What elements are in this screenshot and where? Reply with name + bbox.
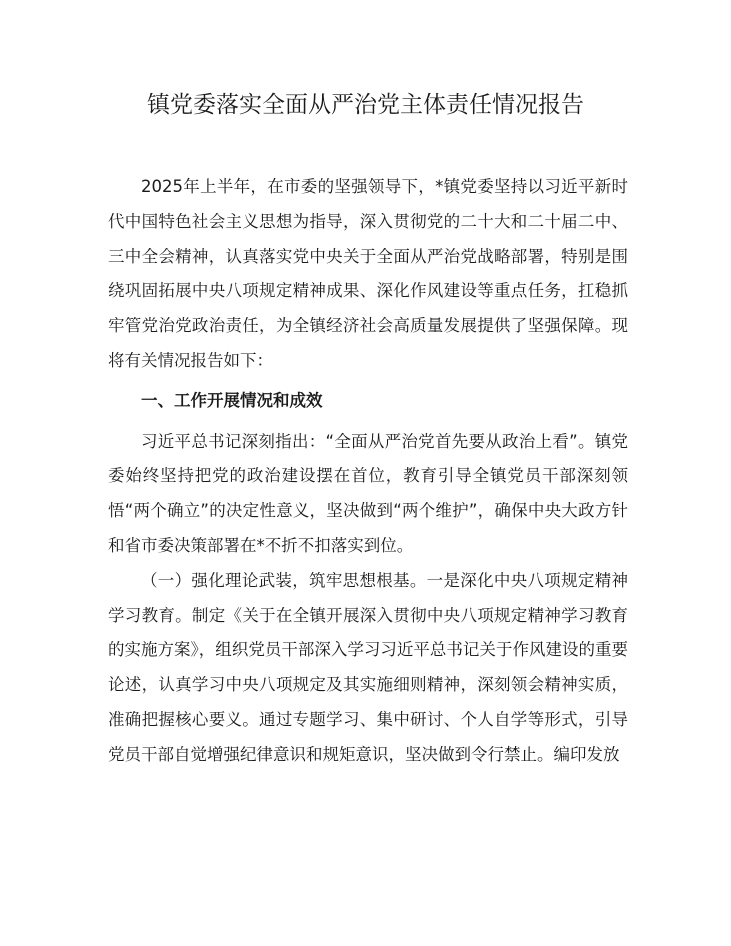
section-heading: 一、工作开展情况和成效 — [141, 390, 323, 410]
document-title: 镇党委落实全面从严治党主体责任情况报告 — [147, 92, 584, 118]
subsection-paragraph: （一）强化理论武装，筑牢思想根基。一是深化中央八项规定精神学习教育。制定《关于在全镇开展深入贯彻中央八项规定精神学习教育的实施方案》，组织党员干部深入学习习近平总书记关于作风建设的重要论述，认真学习中央八项规定及其实施细则精神，深刻领会精神实质，准确把握核心要义。通过专题学习、集中研讨、个人自学等形式，引导党员干部自觉增强纪律意识和规矩意识，坚决做到令行禁止。编印发放 — [108, 570, 628, 764]
document-body — [108, 170, 628, 773]
intro-paragraph: 2025年上半年，在市委的坚强领导下，*镇党委坚持以习近平新时代中国特色社会主义思想为指导，深入贯彻党的二十大和二十届二中、三中全会精神，认真落实党中央关于全面从严治党战略部署，特别是围绕巩固拓展中央八项规定精神成果、深化作风建设等重点任务，扛稳抓牢管党治党政治责任，为全镇经济社会高质量发展提供了坚强保障。现将有关情况报告如下： — [108, 177, 628, 370]
section-paragraph: 习近平总书记深刻指出：“全面从严治党首先要从政治上看”。镇党委始终坚持把党的政治建设摆在首位，教育引导全镇党员干部深刻领悟“两个确立”的决定性意义，坚决做到“两个维护”，确保中央大政方针和省市委决策部署在*不折不扣落实到位。 — [108, 431, 628, 555]
